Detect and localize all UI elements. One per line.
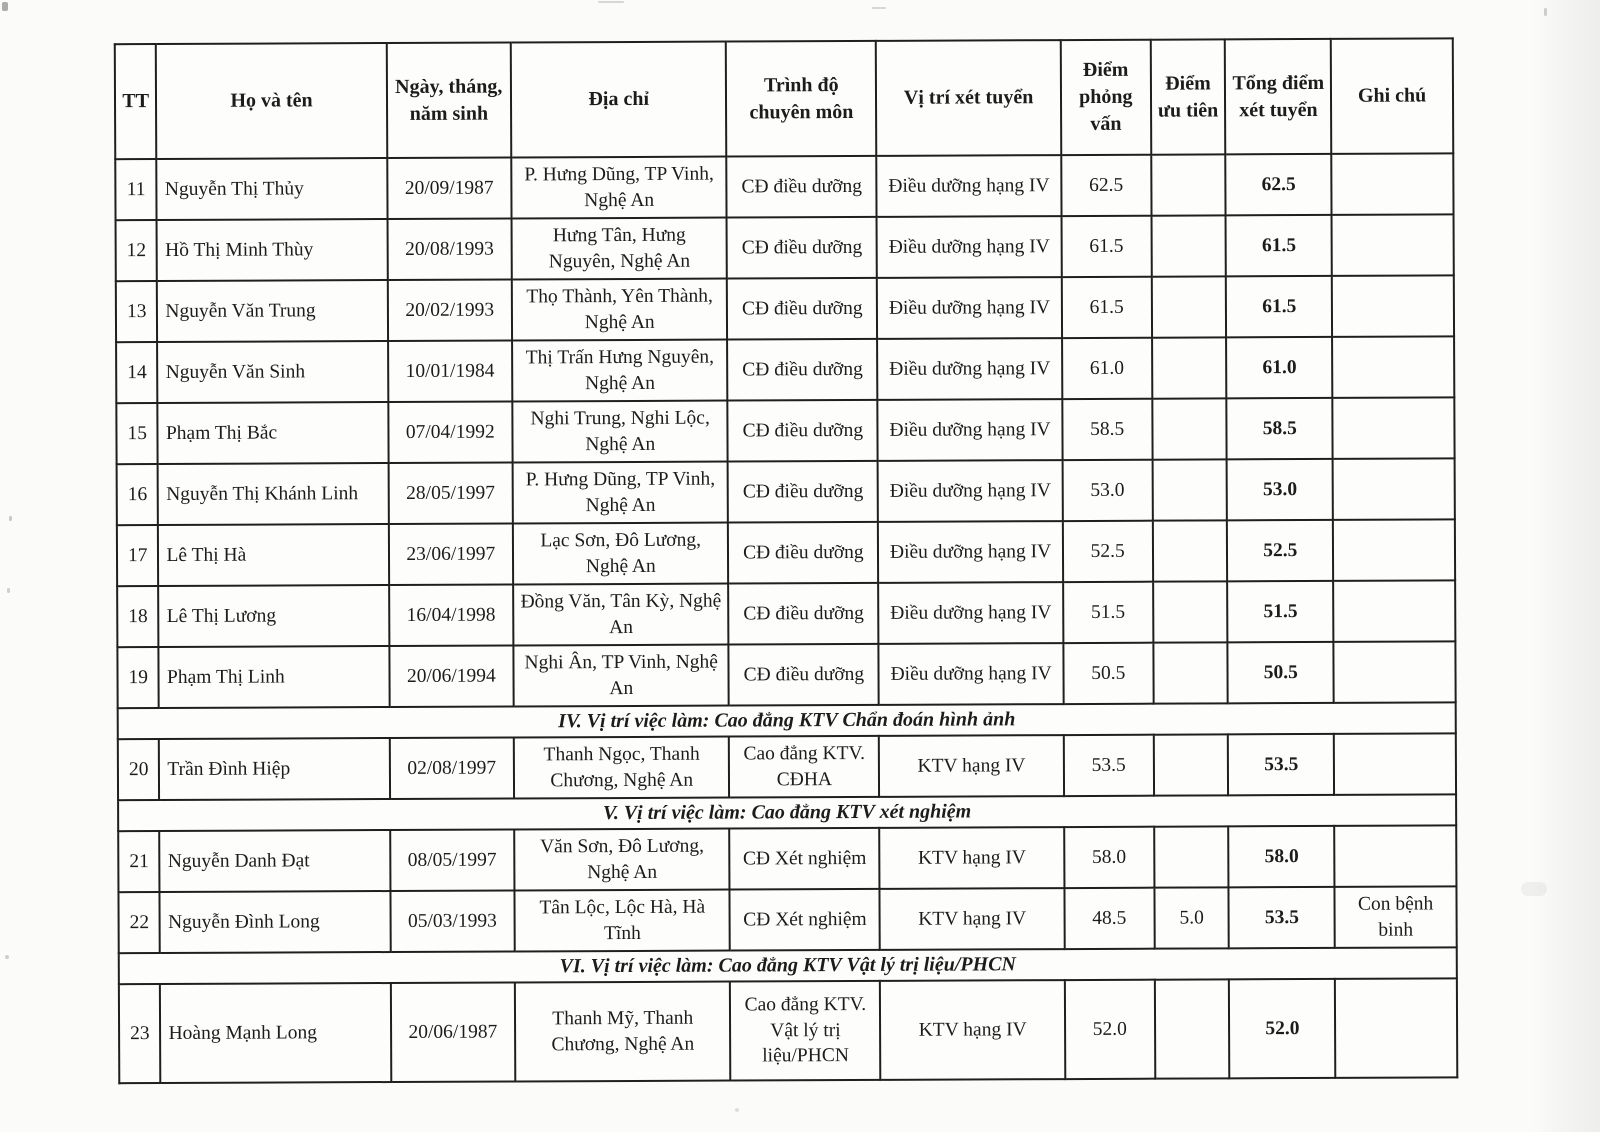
scan-edge-shading — [1530, 0, 1600, 1132]
header-cell-priority_score: Điểm ưu tiên — [1150, 39, 1225, 154]
cell-priority_score — [1152, 520, 1227, 581]
cell-notes — [1332, 336, 1454, 398]
cell-tt: 16 — [117, 464, 159, 525]
cell-address: P. Hưng Dũng, TP Vinh, Nghệ An — [513, 462, 729, 524]
section-label: IV. Vị trí việc làm: Cao đẳng KTV Chẩn đoán hình ảnh — [118, 702, 1456, 739]
scan-speck — [7, 588, 10, 593]
cell-qualification: CĐ điều dưỡng — [728, 339, 878, 401]
cell-address: Lạc Sơn, Đô Lương, Nghệ An — [513, 523, 729, 585]
cell-total_score: 61.5 — [1226, 276, 1332, 337]
header-cell-notes: Ghi chú — [1331, 38, 1453, 154]
cell-address: Thanh Mỹ, Thanh Chương, Nghệ An — [515, 982, 731, 1082]
cell-dob: 28/05/1997 — [388, 462, 513, 524]
cell-total_score: 61.0 — [1227, 337, 1333, 398]
cell-notes — [1333, 458, 1455, 520]
cell-tt: 14 — [116, 342, 158, 403]
cell-dob: 20/08/1993 — [387, 218, 512, 280]
cell-tt: 15 — [116, 403, 158, 464]
cell-address: Thọ Thành, Yên Thành, Nghệ An — [512, 279, 728, 341]
recruitment-results-table — [114, 37, 1458, 1071]
cell-interview_score: 50.5 — [1063, 643, 1153, 704]
cell-tt: 17 — [117, 525, 159, 586]
cell-qualification: CĐ điều dưỡng — [728, 400, 878, 462]
cell-total_score: 52.5 — [1227, 520, 1333, 581]
cell-position: KTV hạng IV — [880, 888, 1065, 950]
cell-qualification: CĐ điều dưỡng — [728, 461, 878, 523]
cell-name: Phạm Thị Bắc — [158, 402, 388, 464]
table-body — [115, 153, 1457, 1083]
cell-position: Điều dưỡng hạng IV — [878, 460, 1063, 522]
cell-notes — [1333, 580, 1455, 642]
cell-position: Điều dưỡng hạng IV — [877, 216, 1062, 278]
cell-name: Nguyễn Văn Sinh — [158, 341, 388, 403]
cell-name: Nguyễn Danh Đạt — [160, 830, 390, 892]
cell-notes — [1334, 825, 1456, 887]
scan-speck — [872, 7, 886, 9]
cell-address: Văn Sơn, Đô Lương, Nghệ An — [514, 829, 730, 891]
cell-total_score: 53.5 — [1229, 887, 1335, 948]
cell-notes — [1334, 641, 1456, 703]
cell-address: Nghi Ân, TP Vinh, Nghệ An — [513, 645, 729, 707]
cell-name: Trần Đình Hiệp — [159, 738, 389, 800]
cell-dob: 23/06/1997 — [388, 523, 513, 585]
cell-priority_score — [1154, 826, 1229, 887]
cell-position: Điều dưỡng hạng IV — [878, 399, 1063, 461]
cell-qualification: CĐ điều dưỡng — [727, 156, 877, 218]
table-row — [117, 458, 1455, 525]
header-cell-total_score: Tổng điểm xét tuyển — [1225, 39, 1331, 154]
header-cell-address: Địa chỉ — [511, 42, 727, 158]
cell-total_score: 62.5 — [1226, 154, 1332, 215]
cell-address: Tân Lộc, Lộc Hà, Hà Tĩnh — [514, 890, 730, 952]
cell-notes: Con bệnh binh — [1335, 886, 1457, 948]
cell-priority_score — [1151, 215, 1226, 276]
cell-notes — [1332, 397, 1454, 459]
table-row — [116, 275, 1454, 342]
cell-interview_score: 62.5 — [1061, 155, 1151, 216]
cell-interview_score: 52.0 — [1065, 980, 1155, 1079]
table-row — [115, 153, 1453, 220]
cell-tt: 12 — [116, 220, 158, 281]
cell-name: Nguyễn Thị Thủy — [157, 158, 387, 220]
cell-dob: 20/06/1987 — [390, 982, 515, 1082]
cell-qualification: Cao đẳng KTV. CĐHA — [729, 736, 879, 798]
cell-name: Lê Thị Hà — [158, 524, 388, 586]
table-row — [118, 733, 1456, 800]
cell-dob: 07/04/1992 — [388, 401, 513, 463]
scan-speck — [1521, 882, 1547, 896]
cell-notes — [1332, 275, 1454, 337]
table-header-row — [115, 38, 1453, 159]
cell-priority_score — [1153, 734, 1228, 795]
cell-tt: 22 — [118, 892, 160, 953]
cell-tt: 21 — [118, 831, 160, 892]
cell-notes — [1334, 733, 1456, 795]
cell-priority_score — [1153, 642, 1228, 703]
cell-tt: 20 — [118, 739, 160, 800]
candidates-table — [114, 37, 1459, 1084]
cell-address: Hưng Tân, Hưng Nguyên, Nghệ An — [512, 218, 728, 280]
cell-dob: 02/08/1997 — [389, 737, 514, 799]
cell-address: Đồng Văn, Tân Kỳ, Nghệ An — [513, 584, 729, 646]
cell-tt: 11 — [115, 159, 157, 220]
cell-total_score: 53.5 — [1228, 734, 1334, 795]
cell-interview_score: 61.0 — [1062, 338, 1152, 399]
cell-total_score: 58.0 — [1229, 826, 1335, 887]
cell-priority_score — [1152, 459, 1227, 520]
header-cell-name: Họ và tên — [156, 43, 387, 159]
section-label: VI. Vị trí việc làm: Cao đẳng KTV Vật lý trị liệu/PHCN — [119, 947, 1457, 984]
cell-qualification: CĐ điều dưỡng — [729, 644, 879, 706]
table-row — [119, 978, 1457, 1083]
cell-interview_score: 61.5 — [1062, 277, 1152, 338]
cell-notes — [1331, 153, 1453, 215]
cell-interview_score: 61.5 — [1061, 216, 1151, 277]
cell-dob: 20/09/1987 — [387, 157, 512, 219]
scan-speck — [2, 2, 8, 11]
cell-interview_score: 58.0 — [1064, 827, 1154, 888]
cell-address: P. Hưng Dũng, TP Vinh, Nghệ An — [511, 157, 727, 219]
table-row — [117, 519, 1455, 586]
cell-name: Nguyễn Đình Long — [160, 891, 390, 953]
scan-speck — [5, 955, 9, 959]
header-cell-interview_score: Điểm phỏng vấn — [1061, 40, 1151, 155]
cell-tt: 13 — [116, 281, 158, 342]
table-row — [118, 825, 1456, 892]
table-row — [116, 336, 1454, 403]
cell-priority_score — [1154, 979, 1229, 1078]
cell-name: Phạm Thị Linh — [159, 646, 389, 708]
cell-name: Hồ Thị Minh Thùy — [157, 219, 387, 281]
cell-interview_score: 51.5 — [1063, 582, 1153, 643]
cell-priority_score — [1151, 276, 1226, 337]
cell-interview_score: 53.5 — [1064, 735, 1154, 796]
cell-total_score: 53.0 — [1227, 459, 1333, 520]
cell-tt: 19 — [117, 647, 159, 708]
scan-speck — [735, 1108, 739, 1112]
cell-position: Điều dưỡng hạng IV — [877, 155, 1062, 217]
cell-dob: 08/05/1997 — [390, 829, 515, 891]
scan-speck — [9, 516, 12, 521]
cell-interview_score: 48.5 — [1064, 888, 1154, 949]
table-row — [116, 397, 1454, 464]
table-row — [116, 214, 1454, 281]
cell-dob: 20/06/1994 — [389, 645, 514, 707]
cell-name: Lê Thị Lương — [159, 585, 389, 647]
cell-notes — [1332, 214, 1454, 276]
cell-priority_score — [1152, 398, 1227, 459]
table-row — [118, 886, 1456, 953]
cell-priority_score: 5.0 — [1154, 887, 1229, 948]
header-cell-dob: Ngày, tháng, năm sinh — [386, 42, 511, 158]
cell-notes — [1335, 978, 1457, 1078]
cell-dob: 16/04/1998 — [389, 584, 514, 646]
section-label: V. Vị trí việc làm: Cao đẳng KTV xét nghiệm — [118, 794, 1456, 831]
scan-speck — [1544, 8, 1547, 16]
cell-position: Điều dưỡng hạng IV — [878, 582, 1063, 644]
cell-tt: 18 — [117, 586, 159, 647]
cell-interview_score: 52.5 — [1063, 521, 1153, 582]
cell-position: KTV hạng IV — [880, 980, 1065, 1080]
cell-address: Thị Trấn Hưng Nguyên, Nghệ An — [512, 340, 728, 402]
cell-total_score: 52.0 — [1229, 979, 1335, 1078]
cell-total_score: 58.5 — [1227, 398, 1333, 459]
cell-priority_score — [1151, 154, 1226, 215]
cell-interview_score: 58.5 — [1062, 399, 1152, 460]
cell-tt: 23 — [119, 984, 161, 1083]
cell-name: Nguyễn Văn Trung — [157, 280, 387, 342]
cell-qualification: CĐ Xét nghiệm — [730, 889, 880, 951]
cell-priority_score — [1152, 337, 1227, 398]
cell-position: Điều dưỡng hạng IV — [877, 338, 1062, 400]
header-cell-tt: TT — [115, 44, 157, 159]
cell-position: Điều dưỡng hạng IV — [878, 521, 1063, 583]
cell-total_score: 61.5 — [1226, 215, 1332, 276]
header-cell-qualification: Trình độ chuyên môn — [726, 41, 876, 157]
cell-position: Điều dưỡng hạng IV — [877, 277, 1062, 339]
cell-dob: 20/02/1993 — [387, 279, 512, 341]
cell-priority_score — [1153, 581, 1228, 642]
header-cell-position: Vị trí xét tuyển — [876, 40, 1061, 156]
scan-speck — [598, 1, 624, 3]
cell-qualification: CĐ điều dưỡng — [729, 583, 879, 645]
cell-qualification: CĐ điều dưỡng — [727, 217, 877, 279]
cell-notes — [1333, 519, 1455, 581]
cell-address: Thanh Ngọc, Thanh Chương, Nghệ An — [514, 737, 730, 799]
cell-qualification: CĐ Xét nghiệm — [730, 828, 880, 890]
cell-interview_score: 53.0 — [1063, 460, 1153, 521]
cell-dob: 05/03/1993 — [390, 890, 515, 952]
cell-position: Điều dưỡng hạng IV — [879, 643, 1064, 705]
cell-address: Nghi Trung, Nghi Lộc, Nghệ An — [512, 401, 728, 463]
cell-name: Nguyễn Thị Khánh Linh — [158, 463, 388, 525]
cell-qualification: CĐ điều dưỡng — [728, 522, 878, 584]
cell-position: KTV hạng IV — [879, 827, 1064, 889]
cell-total_score: 51.5 — [1228, 581, 1334, 642]
cell-qualification: Cao đẳng KTV. Vật lý trị liệu/PHCN — [730, 981, 880, 1081]
cell-dob: 10/01/1984 — [388, 340, 513, 402]
table-row — [117, 641, 1455, 708]
cell-total_score: 50.5 — [1228, 642, 1334, 703]
cell-name: Hoàng Mạnh Long — [160, 983, 391, 1083]
cell-qualification: CĐ điều dưỡng — [727, 278, 877, 340]
table-row — [117, 580, 1455, 647]
cell-position: KTV hạng IV — [879, 735, 1064, 797]
